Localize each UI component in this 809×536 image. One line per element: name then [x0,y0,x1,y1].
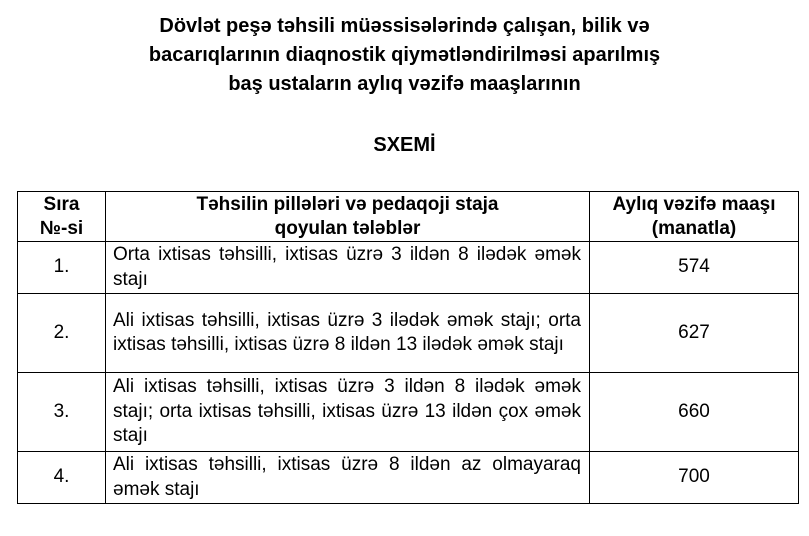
row-salary: 627 [590,294,799,373]
header-requirements [106,192,590,242]
row-salary: 574 [590,242,799,294]
row-requirement: Ali ixtisas təhsilli, ixtisas üzrə 3 ilədək əmək stajı; orta ixtisas təhsilli, ixtisas üzrə 8 ildən 13 ilədək əmək stajı [106,294,590,373]
row-number: 3. [18,373,106,452]
title-line-2: bacarıqlarının diaqnostik qiymətləndirilməsi aparılmış [148,44,661,66]
row-salary: 660 [590,373,799,452]
row-requirement: Orta ixtisas təhsilli, ixtisas üzrə 3 ildən 8 ilədək əmək stajı [106,242,590,294]
header-number-line-1: Sıra [43,193,80,215]
header-salary [590,192,799,242]
scheme-heading: SXEMİ [373,134,436,156]
title-line-3: baş ustaların aylıq vəzifə maaşlarının [228,73,581,95]
title-line-1: Dövlət peşə təhsili müəssisələrində çalışan, bilik və [159,15,650,37]
table-header-row [18,192,799,242]
row-requirement: Ali ixtisas təhsilli, ixtisas üzrə 3 ildən 8 ilədək əmək stajı; orta ixtisas təhsilli, ixtisas üzrə 13 ildən çox əmək stajı [106,373,590,452]
row-number: 1. [18,242,106,294]
table-row [18,242,799,294]
row-requirement: Ali ixtisas təhsilli, ixtisas üzrə 8 ildən az olmayaraq əmək stajı [106,452,590,504]
header-number-line-2: №-si [39,217,84,239]
header-requirements-line-1: Təhsilin pillələri və pedaqoji staja [196,193,499,215]
document-title [0,12,809,99]
row-number: 2. [18,294,106,373]
row-number: 4. [18,452,106,504]
salary-table [17,191,799,504]
header-number [18,192,106,242]
row-salary: 700 [590,452,799,504]
header-requirements-line-2: qoyulan tələblər [274,217,421,239]
table-row [18,294,799,373]
table-row [18,373,799,452]
header-salary-line-1: Aylıq vəzifə maaşı [612,193,776,215]
table-row [18,452,799,504]
header-salary-line-2: (manatla) [651,217,737,239]
